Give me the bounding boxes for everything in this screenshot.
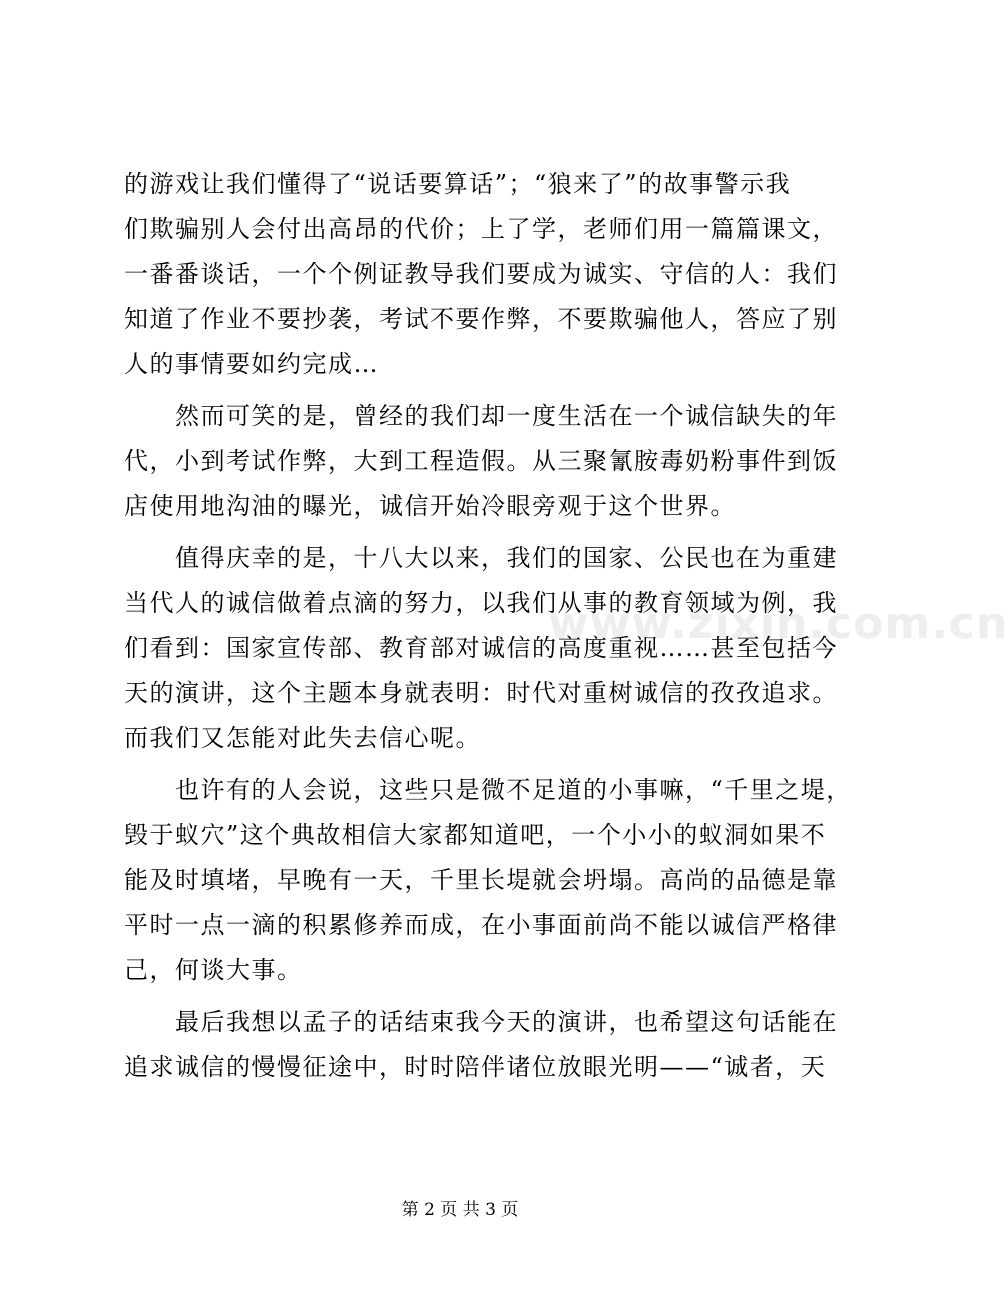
text-line: 能及时填堵，早晚有一天，千里长堤就会坍塌。高尚的品德是靠 — [124, 866, 838, 894]
paragraph-start-line: 值得庆幸的是，十八大以来，我们的国家、公民也在为重建 — [124, 544, 838, 572]
text-line: 己，何谈大事。 — [124, 956, 303, 984]
text-line: 的游戏让我们懂得了“说话要算话”；“狼来了”的故事警示我 — [124, 170, 792, 198]
text-line: 天的演讲，这个主题本身就表明：时代对重树诚信的孜孜追求。 — [124, 679, 838, 707]
text-line: 代，小到考试作弊，大到工程造假。从三聚氰胺毒奶粉事件到饭 — [124, 447, 838, 475]
text-line: 人的事情要如约完成… — [124, 350, 379, 378]
text-line: 一番番谈话，一个个例证教导我们要成为诚实、守信的人：我们 — [124, 260, 838, 288]
page-footer: 第 2 页 共 3 页 — [401, 1200, 519, 1220]
paragraph-start-line: 最后我想以孟子的话结束我今天的演讲，也希望这句话能在 — [124, 1008, 838, 1036]
paragraph-start-line: 然而可笑的是，曾经的我们却一度生活在一个诚信缺失的年 — [124, 402, 838, 430]
text-line: 知道了作业不要抄袭，考试不要作弊，不要欺骗他人，答应了别 — [124, 305, 838, 333]
text-line: 当代人的诚信做着点滴的努力，以我们从事的教育领域为例，我 — [124, 589, 838, 617]
text-line: 店使用地沟油的曝光，诚信开始冷眼旁观于这个世界。 — [124, 492, 736, 520]
text-line: 平时一点一滴的积累修养而成，在小事面前尚不能以诚信严格律 — [124, 911, 838, 939]
text-line: 们欺骗别人会付出高昂的代价；上了学，老师们用一篇篇课文， — [124, 215, 838, 243]
text-line: 们看到：国家宣传部、教育部对诚信的高度重视……甚至包括今 — [124, 634, 838, 662]
paragraph-start-line: 也许有的人会说，这些只是微不足道的小事嘛，“千里之堤， — [124, 776, 852, 804]
text-line: 追求诚信的慢慢征途中，时时陪伴诸位放眼光明——“诚者，天 — [124, 1053, 827, 1081]
text-line: 而我们又怎能对此失去信心呢。 — [124, 724, 481, 752]
watermark: www.zixin.com.cn — [548, 598, 1008, 649]
text-line: 毁于蚁穴”这个典故相信大家都知道吧，一个小小的蚁洞如果不 — [124, 821, 827, 849]
body-text — [124, 164, 852, 1092]
